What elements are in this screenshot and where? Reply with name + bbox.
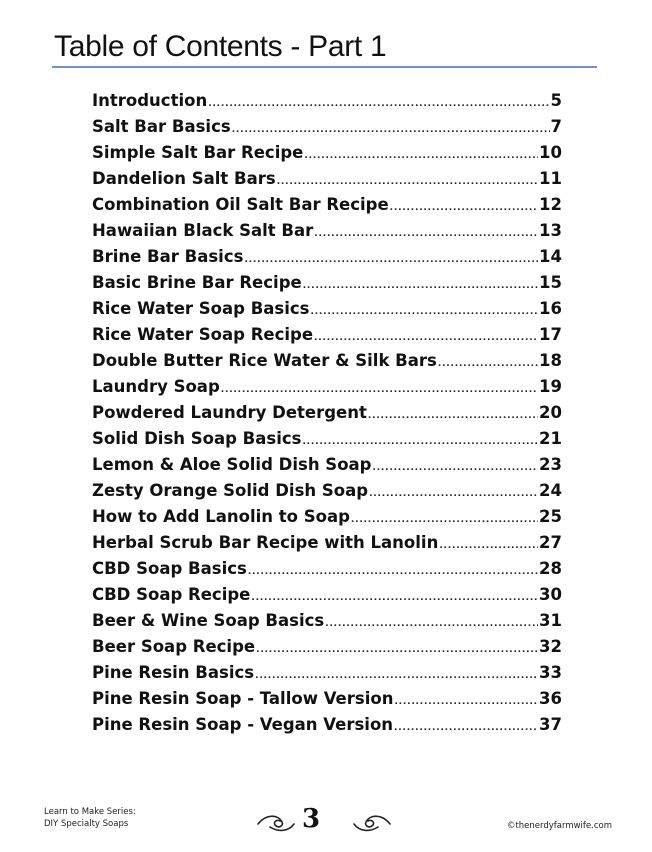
footer-series-line2: DIY Specialty Soaps — [44, 819, 129, 829]
page-number: 3 — [301, 804, 321, 834]
toc-entry[interactable] — [92, 403, 562, 429]
toc-leader-dots — [244, 255, 538, 265]
footer-series — [44, 806, 136, 830]
toc-leader-dots — [255, 671, 538, 681]
toc-entry-label: Lemon & Aloe Solid Dish Soap — [92, 455, 372, 474]
toc-leader-dots — [351, 515, 538, 525]
toc-entry-page: 28 — [539, 559, 562, 578]
toc-entry-page: 11 — [539, 169, 562, 188]
toc-entry-label: Powdered Laundry Detergent — [92, 403, 367, 422]
toc-entry-label: Pine Resin Soap - Vegan Version — [92, 715, 394, 734]
toc-entry[interactable] — [92, 663, 562, 689]
toc-entry-page: 31 — [539, 611, 562, 630]
toc-leader-dots — [325, 619, 538, 629]
toc-leader-dots — [394, 723, 538, 733]
toc-entry-page: 23 — [539, 455, 562, 474]
toc-entry-page: 15 — [539, 273, 562, 292]
toc-entry-label: CBD Soap Recipe — [92, 585, 251, 604]
toc-entry[interactable] — [92, 689, 562, 715]
toc-entry-label: Combination Oil Salt Bar Recipe — [92, 195, 389, 214]
toc-entry-page: 5 — [550, 91, 562, 110]
toc-entry-page: 30 — [539, 585, 562, 604]
toc-leader-dots — [369, 489, 538, 499]
toc-leader-dots — [277, 177, 538, 187]
toc-leader-dots — [438, 359, 538, 369]
toc-entry-label: Solid Dish Soap Basics — [92, 429, 302, 448]
toc-entry-page: 12 — [539, 195, 562, 214]
toc-entry-label: How to Add Lanolin to Soap — [92, 507, 350, 526]
toc-entry[interactable] — [92, 351, 562, 377]
toc-entry-page: 7 — [550, 117, 562, 136]
table-of-contents — [92, 91, 562, 741]
toc-entry[interactable] — [92, 429, 562, 455]
toc-leader-dots — [394, 697, 538, 707]
toc-entry-label: Brine Bar Basics — [92, 247, 244, 266]
toc-entry[interactable] — [92, 273, 562, 299]
toc-entry-label: Dandelion Salt Bars — [92, 169, 276, 188]
toc-entry-page: 33 — [539, 663, 562, 682]
toc-entry[interactable] — [92, 533, 562, 559]
toc-entry[interactable] — [92, 169, 562, 195]
toc-entry-label: Pine Resin Soap - Tallow Version — [92, 689, 394, 708]
toc-entry[interactable] — [92, 117, 562, 143]
page-title: Table of Contents - Part 1 — [54, 30, 387, 63]
toc-entry-page: 18 — [539, 351, 562, 370]
toc-leader-dots — [221, 385, 538, 395]
toc-entry[interactable] — [92, 221, 562, 247]
toc-leader-dots — [310, 307, 538, 317]
toc-entry-label: Basic Brine Bar Recipe — [92, 273, 302, 292]
toc-entry-page: 17 — [539, 325, 562, 344]
toc-entry-label: Hawaiian Black Salt Bar — [92, 221, 314, 240]
toc-entry[interactable] — [92, 507, 562, 533]
toc-entry-page: 13 — [539, 221, 562, 240]
toc-leader-dots — [208, 99, 549, 109]
toc-leader-dots — [232, 125, 550, 135]
toc-entry[interactable] — [92, 481, 562, 507]
toc-leader-dots — [372, 463, 538, 473]
toc-entry-page: 37 — [539, 715, 562, 734]
toc-entry-page: 10 — [539, 143, 562, 162]
toc-entry-label: Zesty Orange Solid Dish Soap — [92, 481, 369, 500]
footer-copyright: ©thenerdyfarmwife.com — [506, 821, 612, 831]
toc-entry[interactable] — [92, 715, 562, 741]
toc-entry[interactable] — [92, 299, 562, 325]
toc-entry-page: 14 — [539, 247, 562, 266]
toc-entry[interactable] — [92, 611, 562, 637]
toc-leader-dots — [303, 281, 538, 291]
toc-entry-label: Rice Water Soap Recipe — [92, 325, 314, 344]
toc-entry-page: 25 — [539, 507, 562, 526]
toc-leader-dots — [302, 437, 538, 447]
toc-entry-label: Introduction — [92, 91, 208, 110]
toc-leader-dots — [251, 593, 538, 603]
footer-series-line1: Learn to Make Series: — [44, 807, 136, 817]
toc-entry[interactable] — [92, 247, 562, 273]
toc-entry-page: 16 — [539, 299, 562, 318]
toc-entry[interactable] — [92, 143, 562, 169]
title-underline — [52, 66, 597, 68]
toc-leader-dots — [439, 541, 538, 551]
toc-entry-page: 20 — [539, 403, 562, 422]
toc-entry-label: Laundry Soap — [92, 377, 220, 396]
toc-leader-dots — [390, 203, 538, 213]
toc-entry-page: 24 — [539, 481, 562, 500]
toc-entry[interactable] — [92, 195, 562, 221]
toc-leader-dots — [314, 229, 538, 239]
toc-entry-label: CBD Soap Basics — [92, 559, 247, 578]
toc-leader-dots — [368, 411, 538, 421]
toc-entry[interactable] — [92, 325, 562, 351]
toc-entry-label: Rice Water Soap Basics — [92, 299, 310, 318]
toc-entry-page: 27 — [539, 533, 562, 552]
toc-entry-label: Salt Bar Basics — [92, 117, 231, 136]
toc-entry-label: Herbal Scrub Bar Recipe with Lanolin — [92, 533, 439, 552]
toc-entry-label: Beer Soap Recipe — [92, 637, 256, 656]
toc-entry-label: Simple Salt Bar Recipe — [92, 143, 304, 162]
toc-entry-page: 21 — [539, 429, 562, 448]
toc-entry-page: 19 — [539, 377, 562, 396]
toc-entry-label: Beer & Wine Soap Basics — [92, 611, 325, 630]
toc-entry[interactable] — [92, 377, 562, 403]
toc-entry[interactable] — [92, 91, 562, 117]
toc-entry-page: 32 — [539, 637, 562, 656]
toc-entry-label: Double Butter Rice Water & Silk Bars — [92, 351, 437, 370]
toc-entry[interactable] — [92, 637, 562, 663]
toc-entry[interactable] — [92, 559, 562, 585]
toc-leader-dots — [248, 567, 538, 577]
toc-entry[interactable] — [92, 455, 562, 481]
toc-leader-dots — [256, 645, 538, 655]
toc-leader-dots — [304, 151, 538, 161]
toc-entry-page: 36 — [539, 689, 562, 708]
toc-leader-dots — [314, 333, 538, 343]
toc-entry-label: Pine Resin Basics — [92, 663, 255, 682]
toc-entry[interactable] — [92, 585, 562, 611]
